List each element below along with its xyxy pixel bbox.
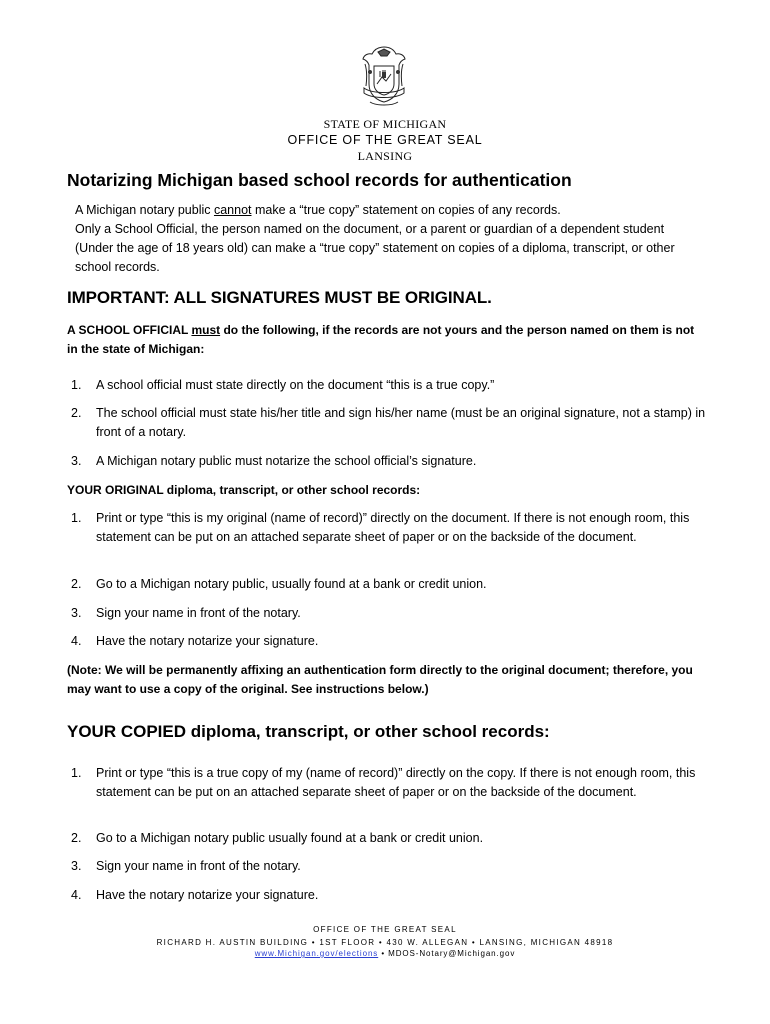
- list-text: Sign your name in front of the notary.: [96, 606, 301, 620]
- list-number: 4.: [71, 888, 82, 902]
- footer-address: RICHARD H. AUSTIN BUILDING • 1ST FLOOR • 430 W. ALLEGAN • LANSING, MICHIGAN 48918: [156, 938, 614, 947]
- list-text: Go to a Michigan notary public, usually found at a bank or credit union.: [96, 577, 487, 591]
- intro-text: do the following, if the records are not yours and the person named on them is not in the state of Michigan:: [67, 323, 695, 356]
- copied-records-heading: YOUR COPIED diploma, transcript, or other school records:: [67, 722, 550, 741]
- list-number: 2.: [71, 406, 82, 420]
- list-number: 1.: [71, 766, 82, 780]
- list-item: [71, 575, 706, 594]
- list-text: Print or type “this is my original (name of record)” directly on the document. If there is not enough room, this statement can be put on an attached separate sheet of paper or on the backside of the document.: [96, 511, 690, 544]
- intro-paragraph: Only a School Official, the person named on the document, or a parent or guardian of a dependent student (Under the age of 18 years old) can make a “true copy” statement on copies of a diploma, transcript, or other school records.: [75, 222, 675, 274]
- list-item: [71, 509, 706, 547]
- list-number: 1.: [71, 378, 82, 392]
- list-text: Have the notary notarize your signature.: [96, 634, 319, 648]
- list-item: [71, 452, 706, 471]
- list-item: [71, 632, 706, 651]
- footer-contact: [0, 950, 770, 958]
- list-item: [71, 857, 706, 876]
- list-item: [71, 376, 706, 395]
- list-text: The school official must state his/her title and sign his/her name (must be an original signature, not a stamp) in front of a notary.: [96, 406, 706, 439]
- list-number: 1.: [71, 511, 82, 525]
- list-text: Have the notary notarize your signature.: [96, 888, 319, 902]
- list-text: Sign your name in front of the notary.: [96, 859, 301, 873]
- list-text: Print or type “this is a true copy of my (name of record)” directly on the copy. If there is not enough room, this statement can be put on an attached separate sheet of paper or on the backside of the document.: [96, 766, 696, 799]
- original-records-heading: YOUR ORIGINAL diploma, transcript, or other school records:: [67, 483, 421, 497]
- office-name: OFFICE OF THE GREAT SEAL: [287, 133, 483, 147]
- important-heading: IMPORTANT: ALL SIGNATURES MUST BE ORIGINAL.: [67, 288, 492, 307]
- footer-separator: •: [378, 949, 389, 958]
- emphasis-cannot: cannot: [213, 203, 252, 217]
- list-number: 3.: [71, 454, 82, 468]
- email-address[interactable]: MDOS-Notary@Michigan.gov: [388, 949, 516, 958]
- intro-text: A SCHOOL OFFICIAL: [67, 323, 192, 337]
- city-name: LANSING: [357, 149, 413, 163]
- state-name: STATE OF MICHIGAN: [323, 117, 447, 131]
- original-note: (Note: We will be permanently affixing an authentication form directly to the original document; therefore, you may want to use a copy of the original. See instructions below.): [67, 663, 693, 696]
- footer-office: OFFICE OF THE GREAT SEAL: [313, 925, 457, 934]
- list-text: A Michigan notary public must notarize the school official’s signature.: [96, 454, 477, 468]
- list-number: 3.: [71, 606, 82, 620]
- list-text: A school official must state directly on the document “this is a true copy.”: [96, 378, 495, 392]
- michigan-seal-icon: [358, 44, 410, 110]
- list-item: [71, 604, 706, 623]
- intro-text: A Michigan notary public: [75, 203, 214, 217]
- website-link[interactable]: www.Michigan.gov/elections: [254, 949, 379, 958]
- list-number: 4.: [71, 634, 82, 648]
- school-official-intro: [67, 321, 697, 359]
- intro-line-1: [75, 201, 695, 220]
- list-item: [71, 829, 706, 848]
- emphasis-must: must: [191, 323, 221, 337]
- document-title: Notarizing Michigan based school records for authentication: [67, 170, 572, 190]
- list-number: 2.: [71, 577, 82, 591]
- intro-text: make a “true copy” statement on copies of any records.: [251, 203, 561, 217]
- list-item: [71, 764, 706, 802]
- list-number: 3.: [71, 859, 82, 873]
- list-text: Go to a Michigan notary public usually found at a bank or credit union.: [96, 831, 484, 845]
- list-item: [71, 886, 706, 905]
- list-item: [71, 404, 706, 442]
- list-number: 2.: [71, 831, 82, 845]
